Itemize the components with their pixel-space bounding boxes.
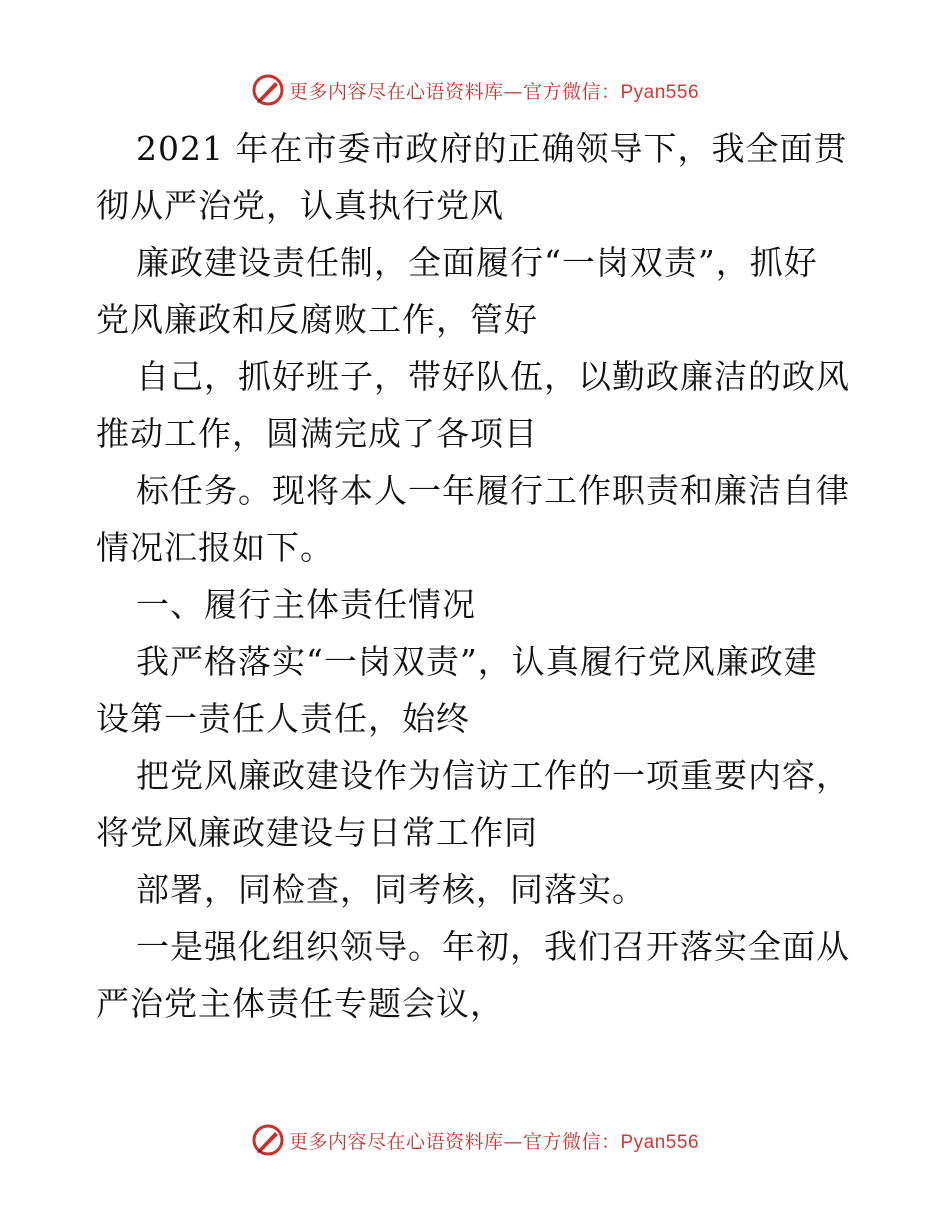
paragraph-line: 情况汇报如下。 (96, 528, 334, 567)
paragraph-line: 党风廉政和反腐败工作，管好 (96, 300, 538, 339)
paragraph-line: 设第一责任人责任，始终 (96, 699, 470, 738)
paragraph-line: 将党风廉政建设与日常工作同 (96, 813, 538, 852)
paragraph-line: 我严格落实“一岗双责”，认真履行党风廉政建 (136, 642, 818, 681)
pen-logo-icon (251, 73, 285, 107)
paragraph-line: 自己，抓好班子，带好队伍，以勤政廉洁的政风 (136, 357, 850, 396)
paragraph-line: 一是强化组织领导。年初，我们召开落实全面从 (136, 927, 850, 966)
watermark-text: 更多内容尽在心语资料库—官方微信：Pyan556 (288, 1130, 700, 1153)
paragraph-line: 推动工作，圆满完成了各项目 (96, 414, 538, 453)
document-body (96, 120, 856, 1032)
section-heading: 一、履行主体责任情况 (136, 585, 476, 624)
paragraph-line: 彻从严治党，认真执行党风 (96, 186, 504, 225)
paragraph-line: 廉政建设责任制，全面履行“一岗双责”，抓好 (136, 243, 818, 282)
paragraph-line: 严治党主体责任专题会议， (96, 984, 504, 1023)
footer-watermark (0, 1120, 950, 1160)
paragraph-line: 标任务。现将本人一年履行工作职责和廉洁自律 (136, 471, 850, 510)
watermark-text: 更多内容尽在心语资料库—官方微信：Pyan556 (288, 80, 700, 103)
paragraph-line: 部署，同检查，同考核，同落实。 (136, 870, 646, 909)
paragraph-line: 把党风廉政建设作为信访工作的一项重要内容， (136, 756, 850, 795)
paragraph-line: 2021 年在市委市政府的正确领导下，我全面贯 (136, 129, 848, 168)
header-watermark (0, 70, 950, 110)
pen-logo-icon (251, 1123, 285, 1157)
